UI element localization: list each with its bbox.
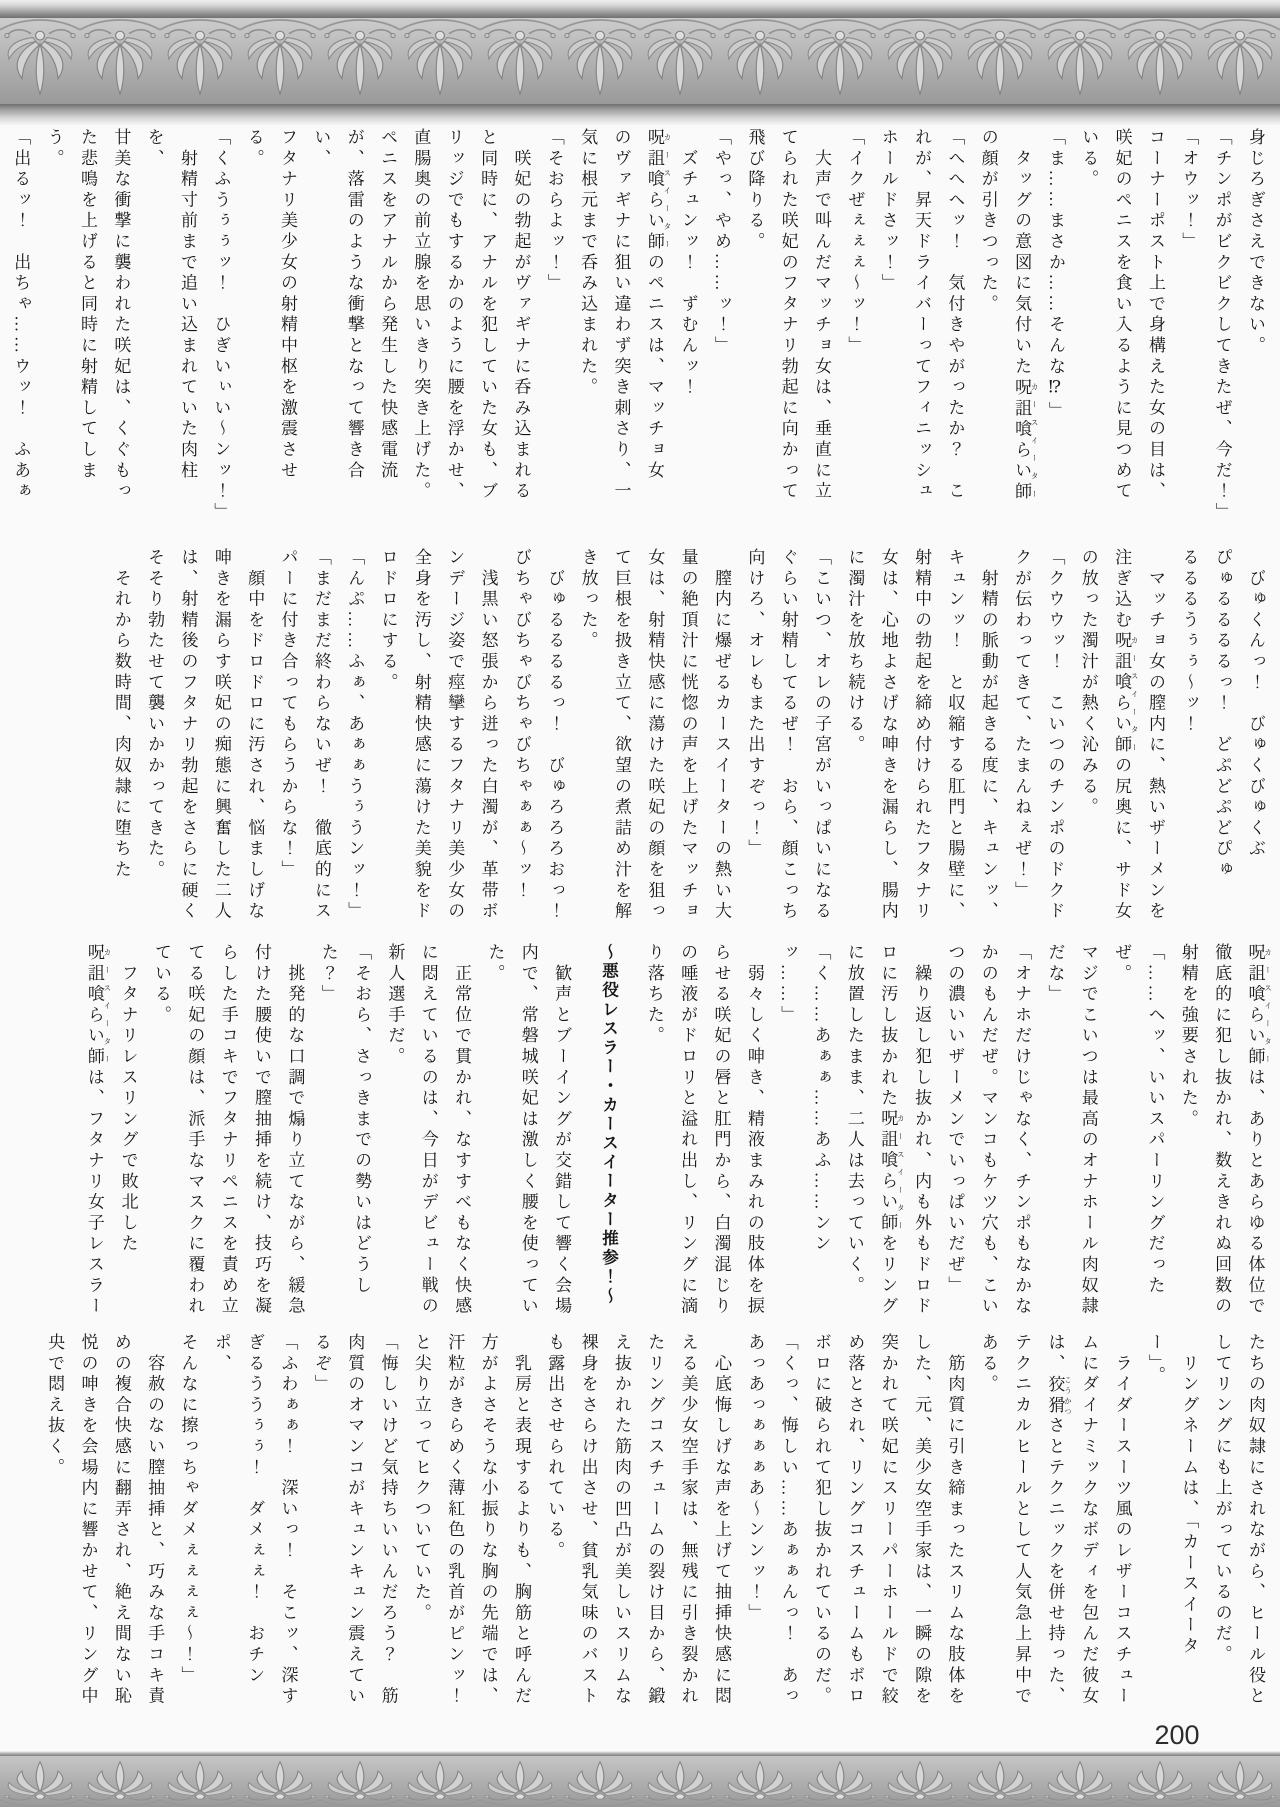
- text-column: 正常位で貫かれ、なすすべもなく快感: [452, 943, 472, 1318]
- text-column: 「やっ、やめ……ッ！」: [712, 128, 731, 357]
- text-column: 女は、射精快感に蕩けた咲妃の顔を狙っ: [645, 548, 665, 923]
- text-column: 歓声とブーイングが交錯して響く会場: [552, 943, 572, 1318]
- text-column: マッチョ女の膣内に、熱いザーメンを: [1145, 548, 1165, 923]
- ornamental-border-bottom: [0, 1751, 1280, 1807]
- text-column: ロに汚し抜かれた呪詛喰らい師 カースイーターをリング: [878, 943, 906, 1318]
- text-column: ボロに破られて犯し抜かれているのだ。: [812, 1333, 832, 1708]
- text-row-4: [45, 1333, 1272, 1709]
- text-column: 直腸奥の前立腺を思いきり突き上げた。: [411, 128, 431, 503]
- text-column: フタナリレスリングで敗北した: [118, 943, 138, 1255]
- text-column: 射精の脈動が起きる度に、キュンッ、: [978, 548, 998, 923]
- text-column: るぞ」: [311, 1333, 331, 1396]
- text-column: れが、昇天ドライバーってフィニッシュ: [912, 128, 932, 503]
- text-column: 「出るッ！ 出ちゃ……ウッ！ ふあぁ: [11, 128, 31, 503]
- text-column: した、元、美少女空手家は、一瞬の隙を: [912, 1333, 932, 1708]
- text-column: 咲妃のペニスを食い入るように見つめて: [1112, 128, 1132, 503]
- text-column: 心底悔しげな声を上げて抽挿快感に悶: [712, 1333, 731, 1708]
- text-column: 突かれて咲妃にスリーパーホールドで絞: [878, 1333, 898, 1708]
- text-column: 「チンポがビクビクしてきたぜ、今だ！」: [1212, 128, 1232, 524]
- text-column: クが伝わってきて、たまんねぇぜ！」: [1012, 548, 1032, 902]
- border-bevel: [0, 0, 1280, 18]
- text-column: 身じろぎさえできない。: [1246, 128, 1265, 357]
- text-column: のヴァギナに狙い違わず突き刺さり、一: [611, 128, 631, 503]
- text-column: 射精中の勃起を締め付けられたフタナリ: [912, 548, 932, 923]
- text-column: ペニスをアナルから発生した快感電流: [378, 128, 398, 482]
- text-column: は、狡猾 こうかつさとテクニックを併せ持った、: [1045, 1333, 1073, 1708]
- text-column: 女は、心地よさげな呻きを漏らし、腸内: [878, 548, 898, 923]
- text-column: 飛び降りる。: [745, 128, 765, 253]
- text-column: え抜かれた筋肉の凹凸が美しいスリムな: [611, 1333, 631, 1708]
- text-column: 咲妃の勃起がヴァギナに呑み込まれる: [511, 128, 531, 503]
- text-column: 気に根元まで呑み込まれた。: [578, 128, 598, 399]
- text-column: 「ふわぁぁ！ 深いっ！ そこッ、深す: [278, 1333, 298, 1708]
- text-column: 「まだまだ終わらないぜ！ 徹底的にス: [311, 548, 331, 923]
- text-column: に濁汁を放ち続ける。: [845, 548, 865, 756]
- text-column: える美少女空手家は、無残に引き裂かれ: [678, 1333, 698, 1708]
- text-column: 「く……あぁぁ……あふ……ンンッ……」: [778, 943, 831, 1255]
- text-column: いる。: [1079, 128, 1099, 191]
- text-column: は、射精後のフタナリ勃起をさらに硬く: [178, 548, 198, 923]
- text-column: 「……ヘッ、いいスパーリングだったぜ。: [1112, 943, 1165, 1297]
- text-column: ホールドさッ！」: [878, 128, 898, 295]
- text-column: の顔が引きつった。: [978, 128, 998, 316]
- text-column: 「ま……まさか……そんな⁉」: [1045, 128, 1065, 423]
- text-column: り落ちた。: [644, 943, 664, 1047]
- text-column: 新人選手だ。: [385, 943, 405, 1068]
- text-column: 裸身をさらけ出させ、貧乳気味のバスト: [578, 1333, 598, 1708]
- text-column: き放った。: [578, 548, 598, 652]
- text-column: らせる咲妃の唇と肛門から、白濁混じり: [711, 943, 731, 1318]
- text-column: 肉質のオマンコがキュンキュン震えてい: [345, 1333, 365, 1708]
- text-column: びちゃびちゃびちゃびちゃぁぁ〜ッ！: [511, 548, 531, 902]
- text-column: 「くふうぅぅッ！ ひぎいぃい〜ンッ！」: [211, 128, 231, 524]
- text-column: ズチュンッ！ ずむんッ！: [678, 128, 698, 399]
- text-column: に放置したまま、二人は去っていく。: [844, 943, 864, 1297]
- text-column: 量の絶頂汁に恍惚の声を上げたマッチョ: [678, 548, 698, 923]
- text-column: ロドロにする。: [378, 548, 398, 694]
- text-column: 徹底的に犯し抜かれ、数えきれぬ回数の: [1212, 943, 1232, 1318]
- text-column: ライダースーツ風のレザーコスチュー: [1112, 1333, 1132, 1708]
- text-column: 射精寸前まで追い込まれていた肉柱を、: [144, 128, 197, 482]
- text-column: ムにダイナミックなボディを包んだ彼女: [1079, 1333, 1099, 1708]
- text-column: リッジでもするかのように腰を浮かせ、: [444, 128, 464, 503]
- text-column: 汗粒がきらめく薄紅色の乳首がピンッ！: [445, 1333, 465, 1708]
- text-column: ぐらい射精してるぜ！ おら、顔こっち: [778, 548, 798, 923]
- text-column: るるるうぅぅ〜ッ！: [1179, 548, 1199, 736]
- text-column: 呪詛喰らい師 カースイーターは、ありとあらゆる体位で: [1245, 943, 1273, 1318]
- text-column: めの複合快感に翻弄され、絶え間ない恥: [111, 1333, 131, 1708]
- text-column: 甘美な衝撃に襲われた咲妃は、くぐもっ: [111, 128, 131, 503]
- text-column: ぴゅるるるるっ！ どぷどぷどぴゅ: [1212, 548, 1232, 881]
- text-column: たちの肉奴隷にされながら、ヒール役と: [1246, 1333, 1265, 1708]
- text-column: ある。: [978, 1333, 998, 1396]
- text-column: かのもんだぜ。マンコもケツ穴も、こい: [978, 943, 998, 1318]
- text-column: 内で、常磐城咲妃は激しく腰を使ってい: [518, 943, 538, 1318]
- text-column: あっあっぁぁぁあ〜ンンッ！」: [745, 1333, 765, 1625]
- text-column: 付けた腰使いで膣抽挿を続け、技巧を凝: [252, 943, 272, 1318]
- text-column: 弱々しく呻き、精液まみれの肢体を捩: [744, 943, 764, 1318]
- border-bevel: [0, 104, 1280, 126]
- text-column: 挑発的な口調で煽り立てながら、緩急: [285, 943, 305, 1318]
- text-column: 方がよさそうな小振りな胸の先端では、: [478, 1333, 498, 1708]
- text-column: タッグの意図に気付いた呪詛喰らい師 カースイーター: [1012, 128, 1040, 503]
- text-column: そそり勃たせて襲いかかってきた。: [145, 548, 165, 881]
- text-column: マジでこいつは最高のオナホール肉奴隷: [1078, 943, 1098, 1318]
- text-column: 膣内に爆ぜるカースイーターの熱い大: [712, 548, 731, 923]
- text-column: 呻きを漏らす咲妃の痴態に興奮した二人: [211, 548, 231, 923]
- text-column: びゅるるるるっ！ びゅろろろおっ！: [545, 548, 565, 923]
- text-column: コーナーポスト上で身構えた女の目は、: [1145, 128, 1165, 503]
- text-column: 向けろ、オレもまた出すぞっ！」: [745, 548, 765, 860]
- text-column: 注ぎ込む呪詛喰らい師 カースイーターの尻奥に、サド女: [1112, 548, 1140, 923]
- text-column: も露出させられている。: [545, 1333, 565, 1562]
- text-column: 繰り返し犯し抜かれ、内も外もドロド: [912, 943, 932, 1318]
- text-column: 筋肉質に引き締まったスリムな肢体を: [945, 1333, 965, 1708]
- text-column: た。: [485, 943, 505, 985]
- text-column: 呪詛喰らい師 カースイーターのペニスは、マッチョ女: [644, 128, 672, 482]
- text-column: 「こいつ、オレの子宮がいっぱいになる: [812, 548, 832, 923]
- text-column: と尖り立ってヒクついていた。: [411, 1333, 431, 1625]
- text-column: テクニカルヒールとして人気急上昇中で: [1012, 1333, 1032, 1708]
- ornament-frieze-bottom: [0, 1756, 1280, 1807]
- text-column: の唾液がドロリと溢れ出し、リングに滴: [678, 943, 698, 1318]
- text-column: だな」: [1045, 943, 1065, 1006]
- ornament-frieze-top: [0, 18, 1280, 104]
- text-column: 全身を汚し、射精快感に蕩けた美貌をド: [411, 548, 431, 923]
- text-column: 「そおらよッ！」: [544, 128, 564, 295]
- text-column: びゅくんっ！ びゅくびゅくぶ: [1246, 548, 1265, 860]
- text-column: 顔中をドロドロに汚され、悩ましげな: [245, 548, 265, 923]
- text-column: て巨根を扱き立て、欲望の煮詰め汁を解: [611, 548, 631, 923]
- text-column: 射精を強要された。: [1178, 943, 1198, 1131]
- text-column: に悶えているのは、今日がデビュー戦の: [418, 943, 438, 1318]
- section-heading: 〜悪役レスラー・カースイーター推参！〜: [599, 943, 618, 1306]
- text-column: 「悔しいけど気持ちいいんだろう？ 筋: [378, 1333, 398, 1708]
- text-column: め落とされ、リングコスチュームもボロ: [845, 1333, 865, 1708]
- text-column: そんなに擦っちゃダメぇぇぇぇ〜！」: [178, 1333, 198, 1687]
- text-column: リングネームは、「カースイーター」。: [1145, 1333, 1199, 1658]
- text-row-3: [84, 943, 1273, 1323]
- text-column: た？」: [318, 943, 338, 1006]
- text-column: 乳房と表現するよりも、胸筋と呼んだ: [511, 1333, 531, 1708]
- text-column: 「オウッ！」: [1179, 128, 1199, 253]
- text-column: フタナリ美少女の射精中枢を激震させる。: [244, 128, 298, 482]
- text-column: が、落雷のような衝撃となって響き合い、: [311, 128, 364, 482]
- page-number: 200: [1154, 1720, 1200, 1750]
- text-column: 呪詛喰らい師 カースイーターは、フタナリ女子レスラー: [84, 943, 112, 1318]
- text-column: 「くっ、悔しい……あぁぁんっ！ あっ: [778, 1333, 798, 1708]
- text-column: 央で悶え抜く。: [45, 1333, 65, 1479]
- text-column: 「んぷ……ふぁ、あぁぁうぅうンッ！」: [345, 548, 365, 923]
- text-column: それから数時間、肉奴隷に堕ちた: [111, 548, 131, 881]
- text-column: 容赦のない膣抽挿と、巧みな手コキ責: [145, 1333, 165, 1708]
- text-column: つの濃いいザーメンでいっぱいだぜ」: [945, 943, 965, 1297]
- text-column: ぎるううぅぅ！ ダメぇぇ！ おチンポ、: [211, 1333, 265, 1687]
- text-column: ている。: [152, 943, 171, 1027]
- text-row-2: [105, 548, 1272, 928]
- text-column: 「イクぜぇぇぇ〜ッ！」: [845, 128, 865, 357]
- text-column: と同時に、アナルを犯していた女も、ブ: [478, 128, 498, 503]
- text-column: らした手コキでフタナリペニスを責め立: [218, 943, 238, 1318]
- ornamental-border-top: [0, 0, 1280, 126]
- text-column: 大声で叫んだマッチョ女は、垂直に立: [812, 128, 832, 503]
- text-column: 浅黒い怒張から迸った白濁が、革帯ボ: [478, 548, 498, 923]
- text-column: 悦の呻きを会場内に響かせて、リング中: [78, 1333, 98, 1708]
- text-row-1: [11, 128, 1272, 524]
- text-column: の放った濁汁が熱く沁みる。: [1078, 548, 1098, 819]
- text-column: 「オナホだけじゃなく、チンポもなかな: [1012, 943, 1032, 1318]
- text-column: 「そおら、さっきまでの勢いはどうし: [352, 943, 372, 1297]
- text-column: たリングコスチュームの裂け目から、鍛: [645, 1333, 665, 1708]
- text-column: キュンッ！ と収縮する肛門と腸壁に、: [945, 548, 965, 923]
- text-column: 「クウウッ！ こいつのチンポのドクド: [1045, 548, 1065, 923]
- text-column: た悲鳴を上げると同時に射精してしまう。: [44, 128, 97, 482]
- text-column: ンデージ姿で痙攣するフタナリ美少女の: [445, 548, 465, 923]
- text-column: 「へへヘッ！ 気付きやがったか？ こ: [945, 128, 965, 503]
- text-column: してリングにも上がっているのだ。: [1212, 1333, 1232, 1666]
- text-column: パーに付き合ってもらうからな！」: [278, 548, 298, 881]
- text-column: てられた咲妃のフタナリ勃起に向かって: [778, 128, 798, 503]
- text-column: てる咲妃の顔は、派手なマスクに覆われ: [185, 943, 205, 1318]
